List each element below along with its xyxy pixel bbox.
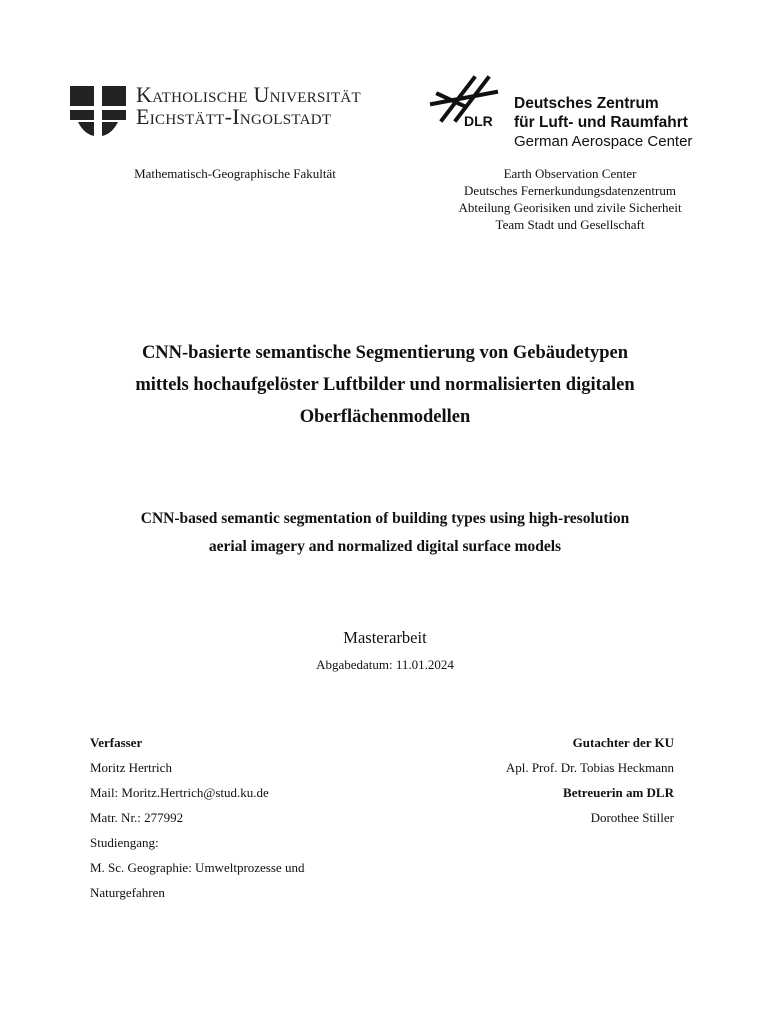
institution-line: Deutsches Fernerkundungsdatenzentrum: [464, 183, 676, 198]
title-german-line: Oberflächenmodellen: [299, 407, 471, 427]
title-german: [60, 337, 710, 433]
dlr-abbreviation: DLR: [464, 113, 493, 129]
dlr-wordmark: [514, 94, 692, 152]
ku-reviewer-name: Apl. Prof. Dr. Tobias Heckmann: [505, 760, 674, 775]
title-english: [60, 505, 710, 561]
ku-name-line2: Eichstätt-Ingolstadt: [136, 104, 332, 129]
title-german-line: CNN-basierte semantische Segmentierung von Gebäudetypen: [141, 343, 629, 363]
ku-logo: [70, 84, 380, 136]
title-german-line: mittels hochaufgelöster Luftbilder und normalisierten digitalen: [135, 375, 635, 395]
author-block: [90, 730, 420, 905]
title-english-line: CNN-based semantic segmentation of building types using high-resolution: [140, 510, 630, 527]
program-line: M. Sc. Geographie: Umweltprozesse und: [90, 860, 305, 875]
program-line: Naturgefahren: [90, 885, 165, 900]
dlr-logo: [428, 70, 718, 152]
ku-wordmark: [136, 84, 361, 128]
institution-line: Abteilung Georisiken und zivile Sicherheit: [458, 200, 682, 215]
dlr-name-line1: Deutsches Zentrum: [514, 95, 659, 112]
reviewer-block: [440, 730, 674, 830]
submission-date: Abgabedatum: 11.01.2024: [316, 657, 454, 672]
ku-reviewer-heading: Gutachter der KU: [572, 735, 674, 750]
dlr-supervisor-heading: Betreuerin am DLR: [563, 785, 674, 800]
author-heading: Verfasser: [90, 735, 143, 750]
author-mail: Mail: Moritz.Hertrich@stud.ku.de: [90, 785, 269, 800]
author-matr: Matr. Nr.: 277992: [90, 810, 184, 825]
ku-name-line1: Katholische Universität: [136, 82, 361, 107]
faculty-name: Mathematisch-Geographische Fakultät: [134, 166, 336, 181]
institution-line: Team Stadt und Gesellschaft: [495, 217, 645, 232]
dlr-supervisor-name: Dorothee Stiller: [590, 810, 674, 825]
ku-shield-emblem-icon: [70, 86, 126, 136]
author-name: Moritz Hertrich: [90, 760, 172, 775]
title-english-line: aerial imagery and normalized digital surface models: [208, 538, 562, 555]
dlr-name-line2: für Luft- und Raumfahrt: [514, 114, 688, 131]
thesis-type: Masterarbeit: [343, 628, 427, 647]
program-label: Studiengang:: [90, 835, 159, 850]
institution-line: Earth Observation Center: [503, 166, 637, 181]
institution-block: [415, 165, 725, 233]
dlr-name-line3: German Aerospace Center: [514, 133, 693, 150]
